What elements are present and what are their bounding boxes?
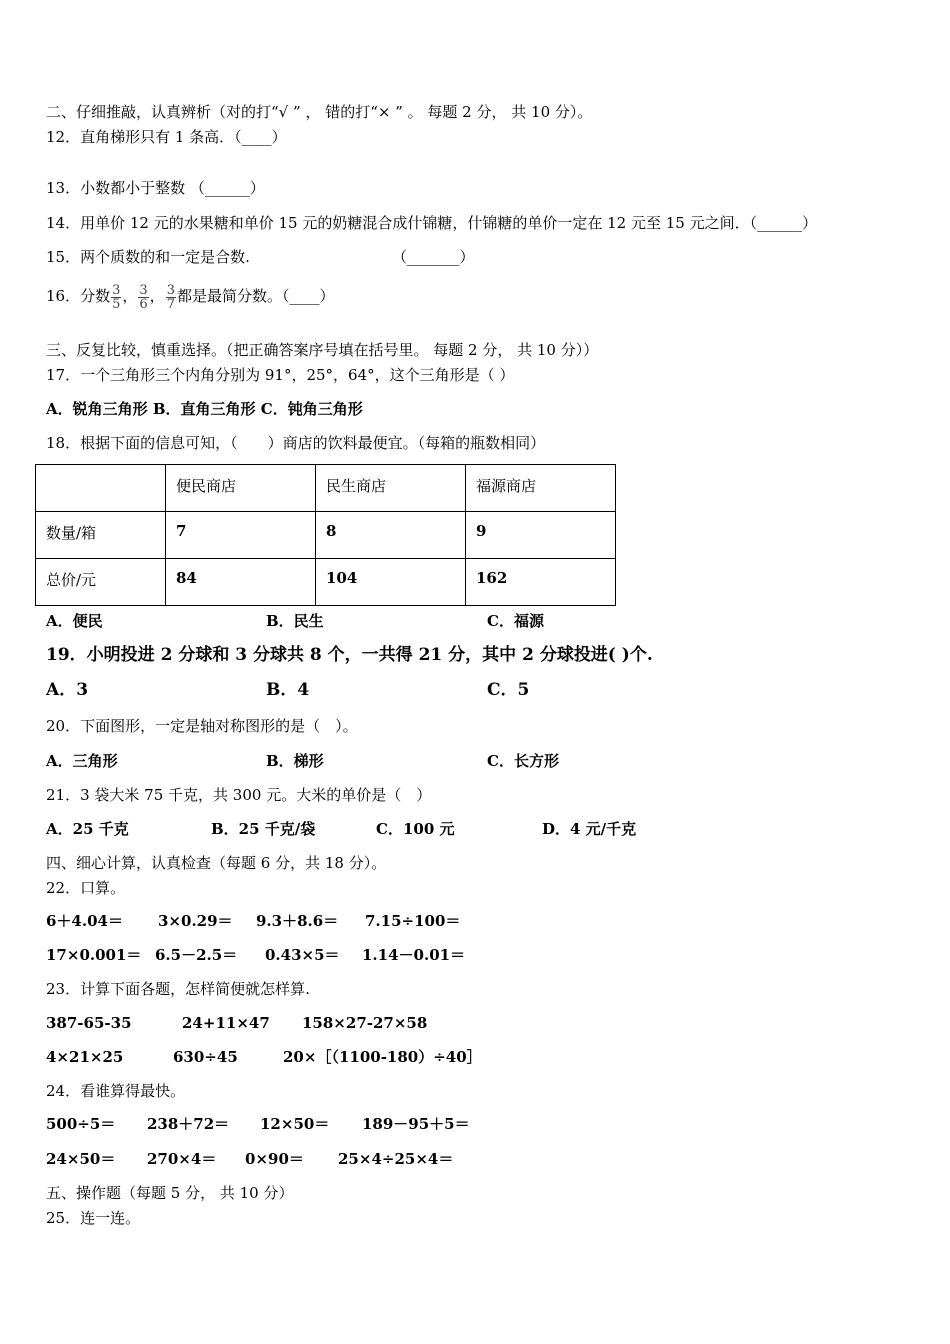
table-header-cell: 便民商店 xyxy=(166,465,316,512)
question-20-option-b: B．梯形 xyxy=(266,752,324,770)
quick-calc-item: 189－95＋5＝ xyxy=(362,1115,470,1133)
question-24: 24．看谁算得最快。 xyxy=(46,1082,186,1100)
oral-calc-item: 9.3＋8.6＝ xyxy=(256,912,339,930)
question-16 xyxy=(46,276,334,316)
question-20-option-a: A．三角形 xyxy=(46,752,118,770)
oral-calc-item: 6.5－2.5＝ xyxy=(155,946,238,964)
quick-calc-item: 270×4＝ xyxy=(147,1150,217,1168)
question-13: 13．小数都小于整数 （______） xyxy=(46,179,265,197)
question-21-option-c: C．100 元 xyxy=(376,820,455,838)
question-12: 12．直角梯形只有 1 条高．（____） xyxy=(46,128,287,146)
question-16-prefix: 16．分数 xyxy=(46,287,111,305)
section4-heading: 四、细心计算，认真检查（每题 6 分，共 18 分）。 xyxy=(46,854,387,872)
question-17-options: A．锐角三角形 B．直角三角形 C．钝角三角形 xyxy=(46,400,363,418)
table-header-cell xyxy=(36,465,166,512)
table-row-label: 总价/元 xyxy=(36,559,166,606)
oral-calc-item: 1.14－0.01＝ xyxy=(362,946,466,964)
quick-calc-item: 0×90＝ xyxy=(245,1150,304,1168)
section2-heading: 二、仔细推敲，认真辨析（对的打“√ ” ， 错的打“× ” 。 每题 2 分， 共 10 分）。 xyxy=(46,103,593,121)
table-row xyxy=(36,512,616,559)
quick-calc-item: 12×50＝ xyxy=(260,1115,330,1133)
table-cell: 9 xyxy=(466,512,616,559)
question-17: 17．一个三角形三个内角分别为 91°，25°，64°，这个三角形是（ ） xyxy=(46,366,515,384)
fraction-3-5 xyxy=(111,284,121,311)
price-table xyxy=(35,464,616,606)
question-18-option-b: B．民生 xyxy=(266,612,324,630)
quick-calc-item: 500÷5＝ xyxy=(46,1115,116,1133)
calc-item: 387-65-35 xyxy=(46,1014,132,1032)
question-21-option-b: B．25 千克/袋 xyxy=(211,820,316,838)
fraction-separator: ， xyxy=(149,287,165,305)
question-19: 19．小明投进 2 分球和 3 分球共 8 个，一共得 21 分，其中 2 分球投进( )个. xyxy=(46,645,653,665)
calc-item: 630÷45 xyxy=(173,1048,238,1066)
calc-item: 24+11×47 xyxy=(182,1014,270,1032)
oral-calc-item: 6＋4.04＝ xyxy=(46,912,123,930)
question-18-option-c: C．福源 xyxy=(487,612,544,630)
question-25: 25．连一连。 xyxy=(46,1209,141,1227)
fraction-numerator: 3 xyxy=(112,282,121,298)
question-15-blank: （_______） xyxy=(392,248,475,266)
fraction-separator: ， xyxy=(122,287,138,305)
table-row-label: 数量/箱 xyxy=(36,512,166,559)
table-cell: 162 xyxy=(466,559,616,606)
oral-calc-item: 3×0.29＝ xyxy=(158,912,233,930)
question-18-option-a: A．便民 xyxy=(46,612,103,630)
fraction-denominator: 5 xyxy=(112,296,121,312)
fraction-denominator: 7 xyxy=(166,296,175,312)
question-16-suffix: 都是最简分数。（____） xyxy=(176,287,335,305)
oral-calc-item: 17×0.001＝ xyxy=(46,946,142,964)
fraction-numerator: 3 xyxy=(166,282,175,298)
question-19-option-c: C．5 xyxy=(487,680,530,700)
question-21: 21．3 袋大米 75 千克，共 300 元。大米的单价是（ ） xyxy=(46,786,432,804)
question-15: 15．两个质数的和一定是合数. xyxy=(46,248,250,266)
quick-calc-item: 25×4÷25×4＝ xyxy=(338,1150,454,1168)
section3-heading: 三、反复比较，慎重选择。（把正确答案序号填在括号里。 每题 2 分， 共 10 分）） xyxy=(46,341,599,359)
question-23: 23．计算下面各题，怎样简便就怎样算. xyxy=(46,980,310,998)
oral-calc-item: 0.43×5＝ xyxy=(265,946,340,964)
table-cell: 7 xyxy=(166,512,316,559)
fraction-numerator: 3 xyxy=(139,282,148,298)
quick-calc-item: 24×50＝ xyxy=(46,1150,116,1168)
question-21-option-a: A．25 千克 xyxy=(46,820,129,838)
fraction-3-7 xyxy=(166,284,176,311)
question-19-option-a: A．3 xyxy=(46,680,89,700)
table-row xyxy=(36,559,616,606)
oral-calc-item: 7.15÷100＝ xyxy=(365,912,461,930)
question-20-option-c: C．长方形 xyxy=(487,752,559,770)
question-20: 20．下面图形，一定是轴对称图形的是（ ）。 xyxy=(46,717,358,735)
table-header-cell: 民生商店 xyxy=(316,465,466,512)
section5-heading: 五、操作题（每题 5 分， 共 10 分） xyxy=(46,1184,294,1202)
question-14: 14．用单价 12 元的水果糖和单价 15 元的奶糖混合成什锦糖，什锦糖的单价一定在 12 元至 15 元之间．（______） xyxy=(46,214,818,232)
table-cell: 84 xyxy=(166,559,316,606)
fraction-3-6 xyxy=(138,284,148,311)
question-21-option-d: D．4 元/千克 xyxy=(542,820,637,838)
question-19-option-b: B．4 xyxy=(266,680,310,700)
calc-item: 20×［（1100-180）÷40］ xyxy=(283,1048,482,1066)
table-header-row xyxy=(36,465,616,512)
quick-calc-item: 238＋72＝ xyxy=(147,1115,230,1133)
table-cell: 8 xyxy=(316,512,466,559)
fraction-denominator: 6 xyxy=(139,296,148,312)
question-22: 22．口算。 xyxy=(46,879,126,897)
question-18: 18．根据下面的信息可知，（ ）商店的饮料最便宜。（每箱的瓶数相同） xyxy=(46,434,546,452)
table-header-cell: 福源商店 xyxy=(466,465,616,512)
calc-item: 158×27-27×58 xyxy=(302,1014,428,1032)
table-cell: 104 xyxy=(316,559,466,606)
calc-item: 4×21×25 xyxy=(46,1048,124,1066)
